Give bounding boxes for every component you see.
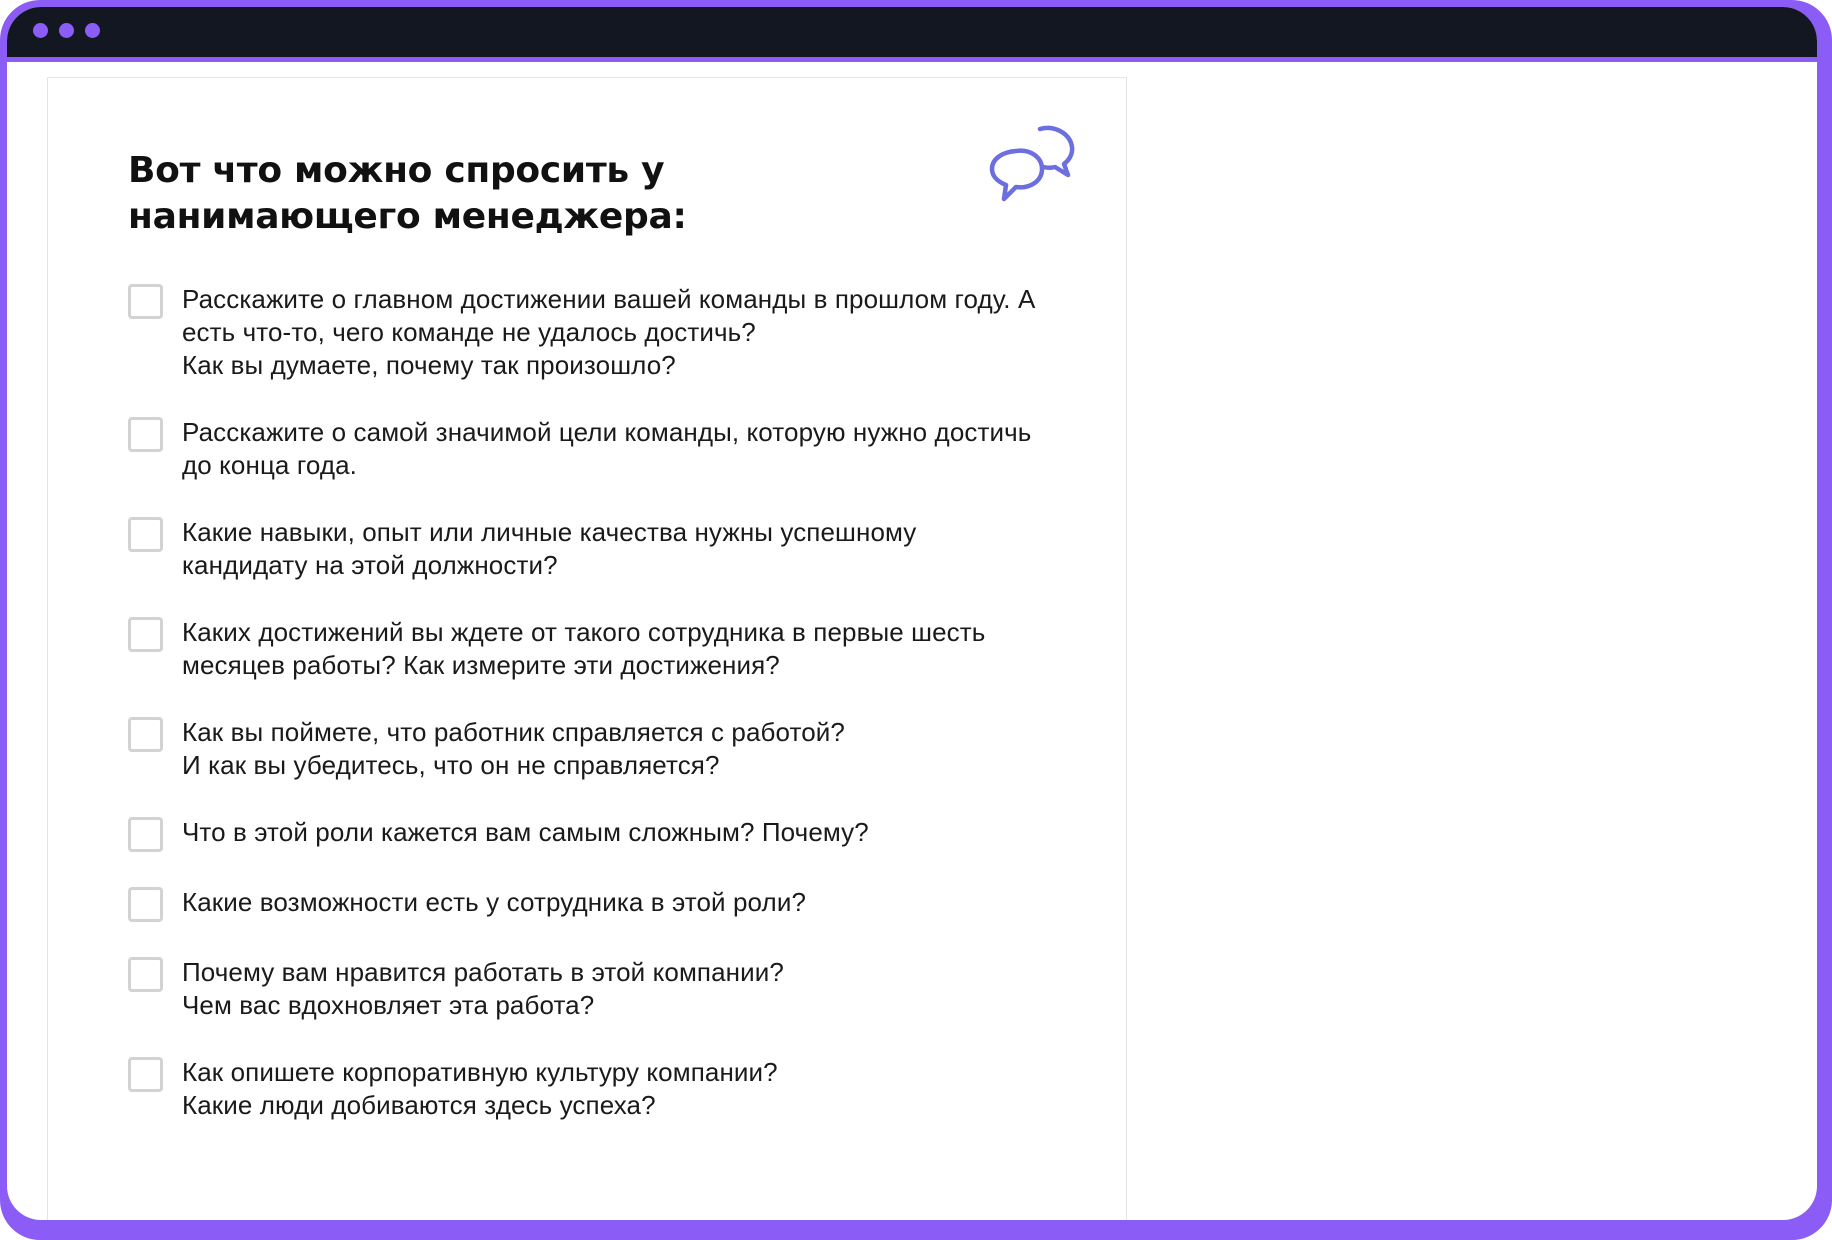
question-text: Расскажите о главном достижении вашей команды в прошлом году. А есть что-то, чего команде не удалось достичь? Как вы думаете, почему так произошло?	[182, 284, 1036, 380]
question-checklist	[128, 283, 1048, 1156]
titlebar-accent-line	[7, 57, 1817, 62]
question-text: Почему вам нравится работать в этой компании? Чем вас вдохновляет эта работа?	[182, 957, 784, 1020]
checkbox[interactable]	[128, 717, 163, 752]
checklist-item	[128, 616, 1048, 682]
checkbox[interactable]	[128, 417, 163, 452]
checkbox[interactable]	[128, 1057, 163, 1092]
window-titlebar	[7, 7, 1817, 57]
checklist-item	[128, 816, 1048, 852]
checklist-item	[128, 956, 1048, 1022]
question-text: Как вы поймете, что работник справляется с работой? И как вы убедитесь, что он не справляется?	[182, 717, 845, 780]
checklist-item	[128, 886, 1048, 922]
checklist-item	[128, 283, 1048, 382]
window-control-dot[interactable]	[85, 23, 100, 38]
checkbox[interactable]	[128, 284, 163, 319]
checklist-item	[128, 1056, 1048, 1122]
checkbox[interactable]	[128, 517, 163, 552]
question-card	[47, 77, 1127, 1220]
checkbox[interactable]	[128, 817, 163, 852]
window-control-dot[interactable]	[59, 23, 74, 38]
question-text: Какие возможности есть у сотрудника в этой роли?	[182, 887, 807, 917]
question-text: Какие навыки, опыт или личные качества нужны успешному кандидату на этой должности?	[182, 517, 917, 580]
card-title: Вот что можно спросить у нанимающего менеджера:	[128, 150, 687, 237]
checkbox[interactable]	[128, 887, 163, 922]
question-text: Как опишете корпоративную культуру компании? Какие люди добиваются здесь успеха?	[182, 1057, 778, 1120]
checklist-item	[128, 516, 1048, 582]
chat-bubbles-icon	[988, 123, 1078, 213]
question-text: Расскажите о самой значимой цели команды, которую нужно достичь до конца года.	[182, 417, 1032, 480]
window-control-dot[interactable]	[33, 23, 48, 38]
checklist-item	[128, 716, 1048, 782]
question-text: Что в этой роли кажется вам самым сложным? Почему?	[182, 817, 869, 847]
checklist-item	[128, 416, 1048, 482]
browser-window	[7, 7, 1817, 1220]
question-text: Каких достижений вы ждете от такого сотрудника в первые шесть месяцев работы? Как измерите эти достижения?	[182, 617, 986, 680]
window-controls	[33, 23, 100, 38]
checkbox[interactable]	[128, 957, 163, 992]
checkbox[interactable]	[128, 617, 163, 652]
